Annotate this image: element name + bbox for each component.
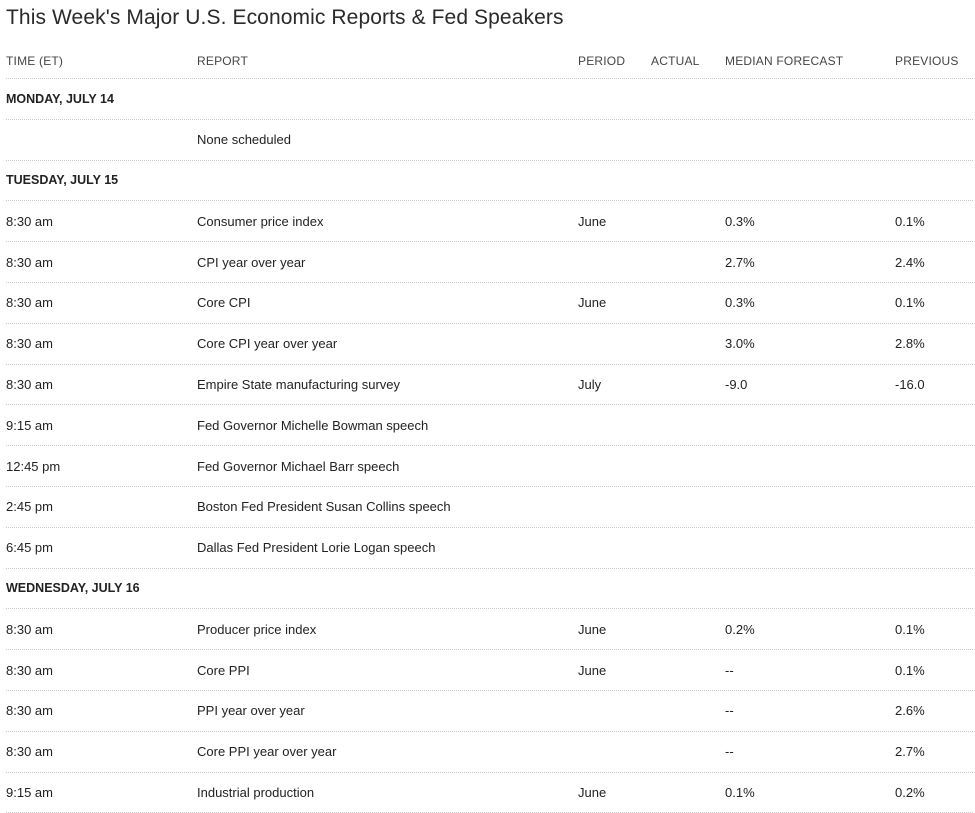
previous-cell: 0.1% (895, 662, 925, 678)
median-forecast-cell: 0.3% (725, 295, 755, 311)
time-cell: 8:30 am (6, 254, 53, 270)
table-row (6, 405, 973, 446)
column-header-report: REPORT (197, 54, 248, 68)
previous-cell: 2.6% (895, 703, 925, 719)
report-cell: Fed Governor Michelle Bowman speech (197, 417, 429, 433)
report-cell: Producer price index (197, 621, 317, 637)
time-cell: 8:30 am (6, 376, 53, 392)
time-cell: 8:30 am (6, 662, 53, 678)
day-header-row (6, 161, 973, 202)
time-cell: 2:45 pm (6, 499, 53, 515)
column-header-previous: PREVIOUS (895, 54, 959, 68)
period-cell: June (578, 295, 607, 311)
table-row (6, 691, 973, 732)
median-forecast-cell: 0.2% (725, 621, 755, 637)
report-cell: Empire State manufacturing survey (197, 376, 401, 392)
page-title: This Week's Major U.S. Economic Reports & Fed Speakers (6, 6, 564, 29)
median-forecast-cell: 2.7% (725, 254, 755, 270)
median-forecast-cell: 0.1% (725, 784, 755, 800)
median-forecast-cell: 3.0% (725, 336, 755, 352)
time-cell: 12:45 pm (6, 458, 61, 474)
report-cell: Consumer price index (197, 213, 324, 229)
table-row (6, 528, 973, 569)
report-cell: Core CPI year over year (197, 336, 338, 352)
time-cell: 9:15 am (6, 784, 53, 800)
table-row (6, 324, 973, 365)
report-cell: Boston Fed President Susan Collins speech (197, 499, 451, 515)
report-cell: Core PPI (197, 662, 250, 678)
report-cell: PPI year over year (197, 703, 305, 719)
column-header-period: PERIOD (578, 54, 626, 68)
time-cell: 9:15 am (6, 417, 53, 433)
report-cell: Fed Governor Michael Barr speech (197, 458, 400, 474)
table-body (6, 79, 973, 813)
table-row (6, 283, 973, 324)
column-header-median-forecast: MEDIAN FORECAST (725, 54, 844, 68)
previous-cell: 2.8% (895, 336, 925, 352)
report-cell: Industrial production (197, 784, 315, 800)
economic-calendar-table (6, 44, 973, 813)
period-cell: June (578, 621, 607, 637)
time-cell: 8:30 am (6, 295, 53, 311)
report-cell: None scheduled (197, 132, 291, 148)
table-header-row (6, 44, 973, 79)
table-row (6, 120, 973, 161)
period-cell: June (578, 662, 607, 678)
table-row (6, 201, 973, 242)
previous-cell: 2.4% (895, 254, 925, 270)
median-forecast-cell: 0.3% (725, 213, 755, 229)
column-header-actual: ACTUAL (651, 54, 700, 68)
time-cell: 8:30 am (6, 621, 53, 637)
time-cell: 8:30 am (6, 744, 53, 760)
period-cell: June (578, 213, 607, 229)
day-label: TUESDAY, JULY 15 (6, 173, 119, 188)
time-cell: 8:30 am (6, 703, 53, 719)
report-cell: Core PPI year over year (197, 744, 337, 760)
table-row (6, 773, 973, 813)
table-row (6, 609, 973, 650)
median-forecast-cell: -- (725, 662, 734, 678)
table-row (6, 487, 973, 528)
report-cell: Dallas Fed President Lorie Logan speech (197, 540, 436, 556)
time-cell: 8:30 am (6, 336, 53, 352)
table-row (6, 446, 973, 487)
period-cell: July (578, 376, 602, 392)
report-cell: Core CPI (197, 295, 251, 311)
previous-cell: -16.0 (895, 376, 925, 392)
day-label: MONDAY, JULY 14 (6, 91, 114, 106)
column-header-time: TIME (ET) (6, 54, 64, 68)
previous-cell: 0.1% (895, 213, 925, 229)
previous-cell: 0.1% (895, 621, 925, 637)
day-label: WEDNESDAY, JULY 16 (6, 581, 140, 596)
day-header-row (6, 79, 973, 120)
time-cell: 8:30 am (6, 213, 53, 229)
table-row (6, 732, 973, 773)
median-forecast-cell: -9.0 (725, 376, 748, 392)
previous-cell: 2.7% (895, 744, 925, 760)
day-header-row (6, 569, 973, 610)
previous-cell: 0.2% (895, 784, 925, 800)
median-forecast-cell: -- (725, 703, 734, 719)
table-row (6, 365, 973, 406)
time-cell: 6:45 pm (6, 540, 53, 556)
table-row (6, 242, 973, 283)
table-row (6, 650, 973, 691)
median-forecast-cell: -- (725, 744, 734, 760)
report-cell: CPI year over year (197, 254, 306, 270)
previous-cell: 0.1% (895, 295, 925, 311)
period-cell: June (578, 784, 607, 800)
